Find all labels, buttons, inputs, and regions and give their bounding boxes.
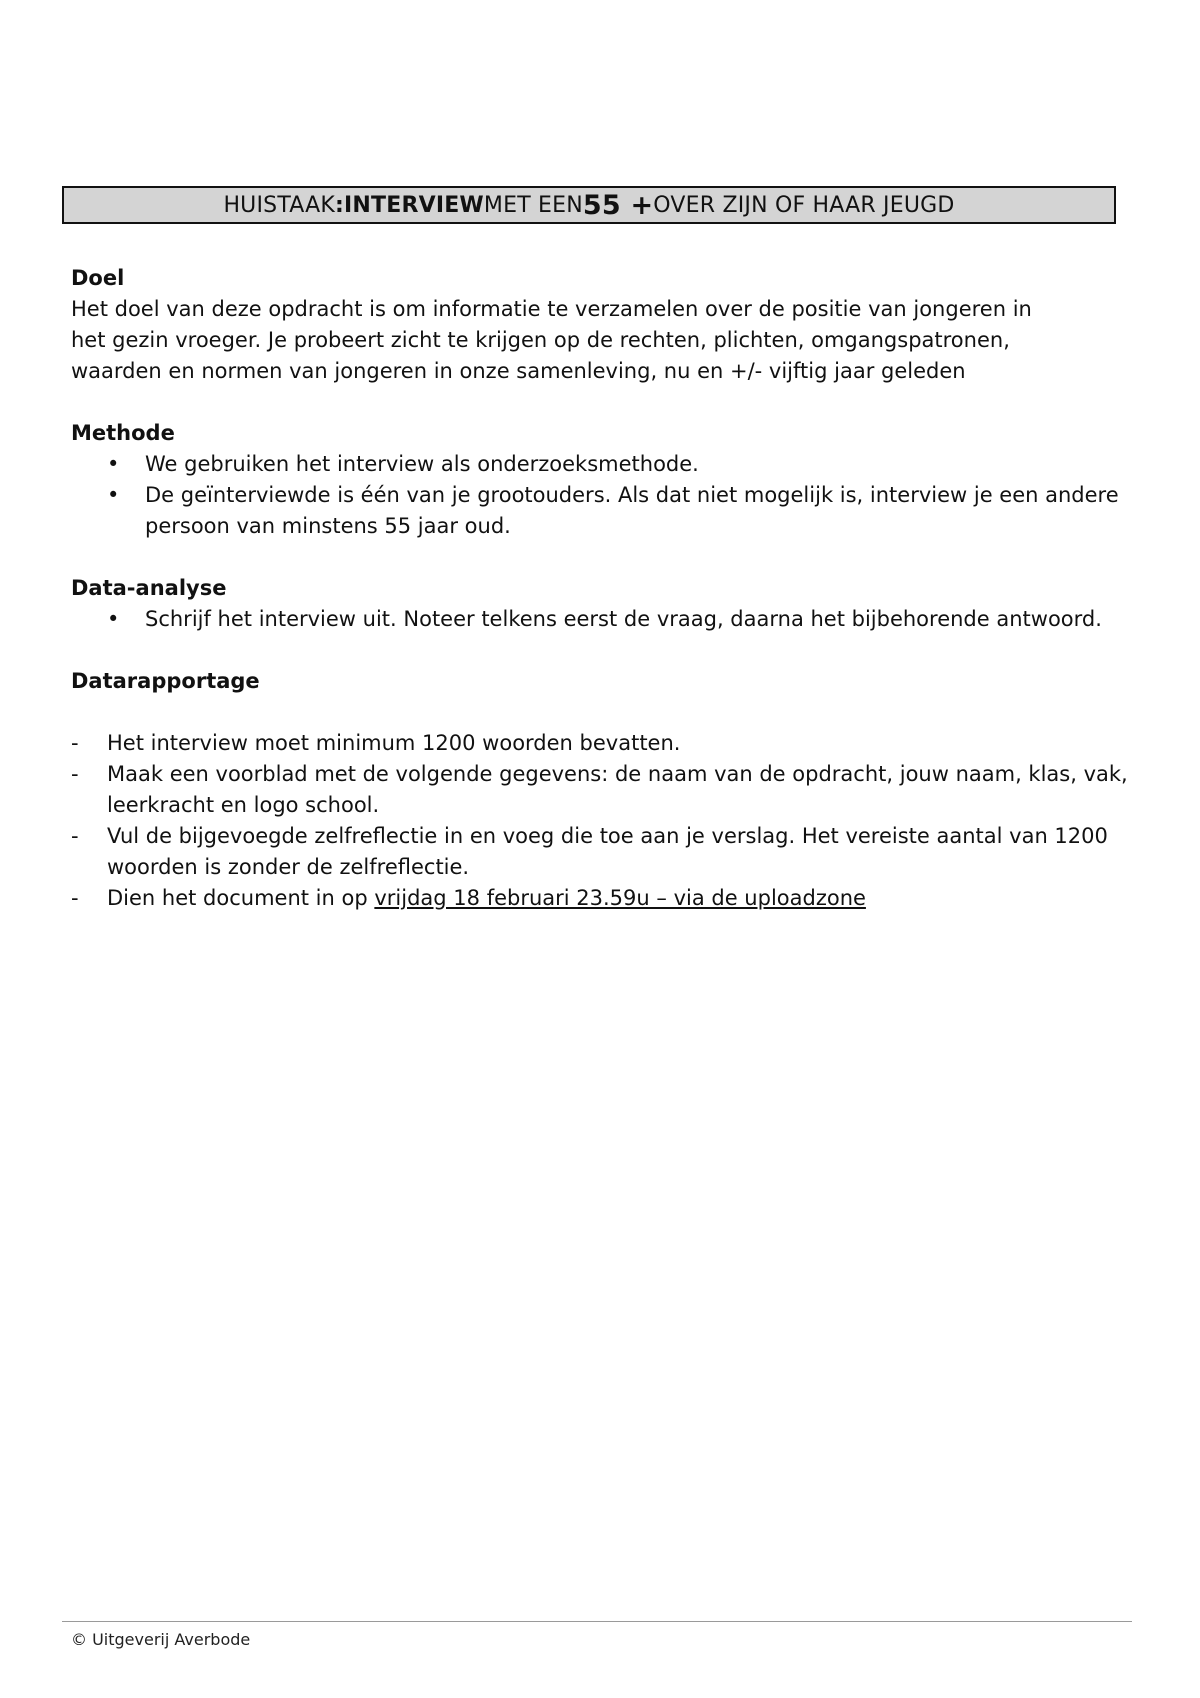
dash-icon: - xyxy=(71,731,79,755)
list-item xyxy=(71,449,1131,480)
spacer xyxy=(71,542,1131,573)
footer-copyright: © Uitgeverij Averbode xyxy=(71,1630,251,1649)
title-part-huistaak: HUISTAAK xyxy=(223,192,336,218)
section-heading-datarapportage: Datarapportage xyxy=(71,669,260,693)
bullet-icon: • xyxy=(107,452,120,476)
dash-icon: - xyxy=(71,824,79,848)
title-age: 55 + xyxy=(582,189,654,221)
data-analyse-list xyxy=(71,604,1131,635)
spacer xyxy=(71,635,1131,666)
document-body xyxy=(71,263,1131,914)
list-item-text: Maak een voorblad met de volgende gegevens: de naam van de opdracht, jouw naam, klas, vak, leerkracht en logo school. xyxy=(107,762,1128,817)
deadline-text: vrijdag 18 februari 23.59u – via de uploadzone xyxy=(374,886,866,910)
bullet-icon: • xyxy=(107,483,120,507)
title-part-met-een: MET EEN xyxy=(483,192,583,218)
assignment-title xyxy=(62,186,1116,224)
title-colon: : xyxy=(335,192,345,218)
doel-line-2: het gezin vroeger. Je probeert zicht te krijgen op de rechten, plichten, omgangspatronen, xyxy=(71,328,1010,352)
doel-line-1: Het doel van deze opdracht is om informatie te verzamelen over de positie van jongeren in xyxy=(71,297,1032,321)
spacer xyxy=(71,697,1131,728)
bullet-icon: • xyxy=(107,607,120,631)
list-item-text: Vul de bijgevoegde zelfreflectie in en voeg die toe aan je verslag. Het vereiste aantal van 1200 woorden is zonder de zelfreflectie. xyxy=(107,824,1108,879)
methode-list xyxy=(71,449,1131,542)
list-item xyxy=(71,883,1131,914)
title-part-rest: OVER ZIJN OF HAAR JEUGD xyxy=(653,192,955,218)
list-item xyxy=(71,480,1131,542)
list-item xyxy=(71,728,1131,759)
list-item-text: We gebruiken het interview als onderzoeksmethode. xyxy=(145,452,699,476)
spacer xyxy=(71,387,1131,418)
list-item-text: Het interview moet minimum 1200 woorden bevatten. xyxy=(107,731,681,755)
list-item xyxy=(71,821,1131,883)
datarapportage-list xyxy=(71,728,1131,914)
doel-line-3: waarden en normen van jongeren in onze samenleving, nu en +/- vijftig jaar geleden xyxy=(71,359,966,383)
section-heading-data-analyse: Data-analyse xyxy=(71,576,227,600)
list-item-text-prefix: Dien het document in op xyxy=(107,886,375,910)
section-heading-methode: Methode xyxy=(71,421,175,445)
list-item-text: De geïnterviewde is één van je grootouders. Als dat niet mogelijk is, interview je een andere persoon van minstens 55 jaar oud. xyxy=(145,483,1119,538)
section-heading-doel: Doel xyxy=(71,266,125,290)
list-item xyxy=(71,759,1131,821)
list-item-text: Schrijf het interview uit. Noteer telkens eerst de vraag, daarna het bijbehorende antwoord. xyxy=(145,607,1102,631)
dash-icon: - xyxy=(71,762,79,786)
dash-icon: - xyxy=(71,886,79,910)
footer-divider xyxy=(62,1621,1132,1622)
title-part-interview: INTERVIEW xyxy=(344,192,484,218)
list-item xyxy=(71,604,1131,635)
